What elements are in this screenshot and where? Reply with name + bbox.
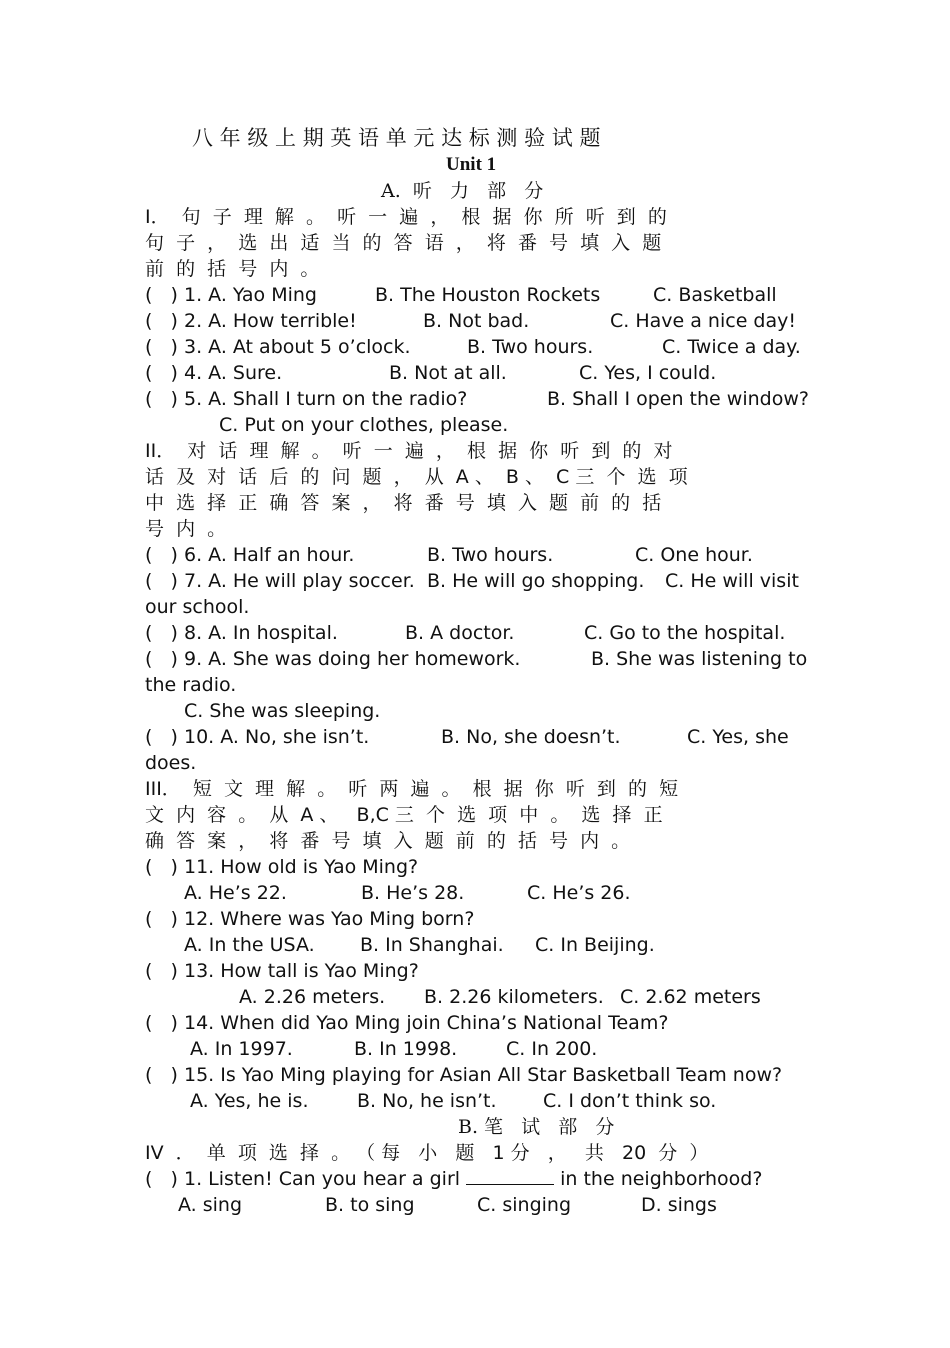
part4-instruction: IV ． 单 项 选 择 。 （ 每 小 题 1 分 ， 共 20 分 ） xyxy=(145,1142,709,1164)
question-2: ( ) 2. A. How terrible! B. Not bad. C. Have a nice day! xyxy=(145,310,796,332)
question-15: ( ) 15. Is Yao Ming playing for Asian All Star Basketball Team now? xyxy=(145,1064,783,1086)
question-8: ( ) 8. A. In hospital. B. A doctor. C. Go to the hospital. xyxy=(145,622,786,644)
question-9-option-c: C. She was sleeping. xyxy=(184,700,381,722)
exam-title-text: 八 年 级 上 期 英 语 单 元 达 标 测 验 试 题 xyxy=(192,126,601,150)
part3-instruction-line: 确 答 案 ， 将 番 号 填 入 题 前 的 括 号 内 。 xyxy=(145,830,631,852)
part1-instruction-line: 句 子 ， 选 出 适 当 的 答 语 ， 将 番 号 填 入 题 xyxy=(145,232,662,254)
question-13-options: A. 2.26 meters. B. 2.26 kilometers. C. 2.62 meters xyxy=(239,986,761,1008)
part1-instruction-line: 前 的 括 号 内 。 xyxy=(145,258,320,280)
section-a-heading xyxy=(0,178,950,204)
section-b-text: B. 笔 试 部 分 xyxy=(458,1116,615,1138)
part2-instruction-line: 中 选 择 正 确 答 案 ， 将 番 号 填 入 题 前 的 括 xyxy=(145,492,662,514)
question-4: ( ) 4. A. Sure. B. Not at all. C. Yes, I could. xyxy=(145,362,717,384)
question-12-options: A. In the USA. B. In Shanghai. C. In Beijing. xyxy=(184,934,655,956)
question-11-options: A. He’s 22. B. He’s 28. C. He’s 26. xyxy=(184,882,631,904)
question-1: ( ) 1. A. Yao Ming B. The Houston Rockets C. Basketball xyxy=(145,284,777,306)
answer-blank[interactable] xyxy=(466,1166,554,1185)
unit-heading xyxy=(0,152,950,178)
question-14: ( ) 14. When did Yao Ming join China’s National Team? xyxy=(145,1012,669,1034)
question-15-options: A. Yes, he is. B. No, he isn’t. C. I don’t think so. xyxy=(190,1090,717,1112)
question-10: ( ) 10. A. No, she isn’t. B. No, she doesn’t. C. Yes, she xyxy=(145,726,789,748)
part3-instruction-line: 文 内 容 。 从 A 、 B,C 三 个 选 项 中 。 选 择 正 xyxy=(145,804,663,826)
question-3: ( ) 3. A. At about 5 o’clock. B. Two hours. C. Twice a day. xyxy=(145,336,801,358)
part2-instruction-line: 号 内 。 xyxy=(145,518,227,540)
section-b-heading xyxy=(0,1114,950,1140)
question-14-options: A. In 1997. B. In 1998. C. In 200. xyxy=(190,1038,598,1060)
part2-instruction-line: II． 对 话 理 解 。 听 一 遍 ， 根 据 你 听 到 的 对 xyxy=(145,440,673,462)
question-6: ( ) 6. A. Half an hour. B. Two hours. C. One hour. xyxy=(145,544,753,566)
question-10-cont: does. xyxy=(145,752,197,774)
part2-instruction-line: 话 及 对 话 后 的 问 题 ， 从 A 、 B 、 C 三 个 选 项 xyxy=(145,466,688,488)
question-7-cont: our school. xyxy=(145,596,250,618)
question-9: ( ) 9. A. She was doing her homework. B. She was listening to xyxy=(145,648,808,670)
unit-heading-text: Unit 1 xyxy=(446,154,497,175)
mc-question-1: ( ) 1. Listen! Can you hear a girl in the neighborhood? xyxy=(145,1168,763,1190)
question-12: ( ) 12. Where was Yao Ming born? xyxy=(145,908,475,930)
part1-instruction-line: I． 句 子 理 解 。 听 一 遍 ， 根 据 你 所 听 到 的 xyxy=(145,206,667,228)
question-5-option-c: C. Put on your clothes, please. xyxy=(219,414,509,436)
question-11: ( ) 11. How old is Yao Ming? xyxy=(145,856,419,878)
question-5: ( ) 5. A. Shall I turn on the radio? B. Shall I open the window? xyxy=(145,388,809,410)
question-13: ( ) 13. How tall is Yao Ming? xyxy=(145,960,419,982)
mc-question-1-options: A. sing B. to sing C. singing D. sings xyxy=(178,1194,717,1216)
question-9-cont: the radio. xyxy=(145,674,237,696)
exam-title xyxy=(0,125,950,151)
part3-instruction-line: III． 短 文 理 解 。 听 两 遍 。 根 据 你 听 到 的 短 xyxy=(145,778,679,800)
question-7: ( ) 7. A. He will play soccer. B. He will go shopping. C. He will visit xyxy=(145,570,799,592)
section-a-text: A. 听 力 部 分 xyxy=(381,180,544,202)
